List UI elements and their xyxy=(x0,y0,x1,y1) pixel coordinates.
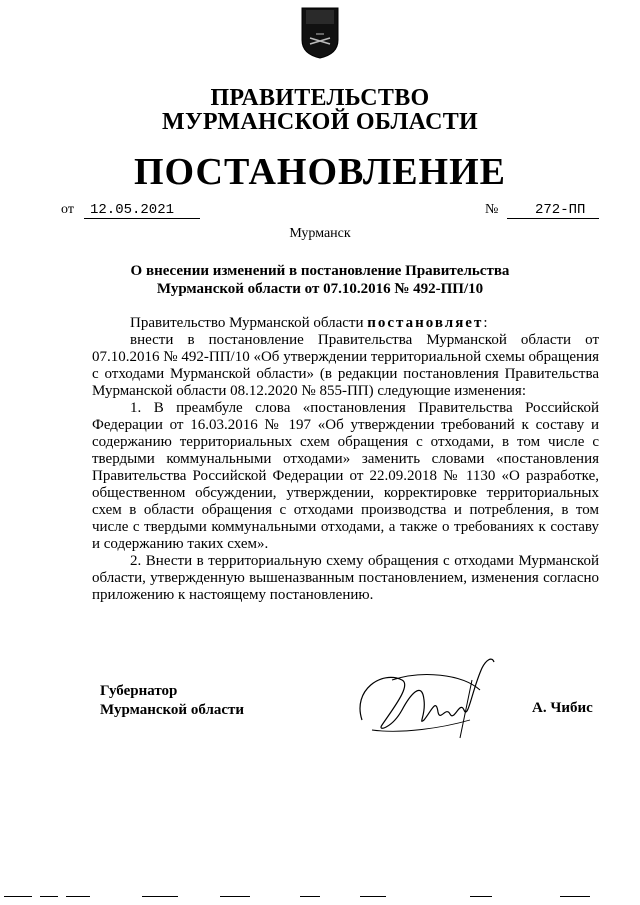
intro-suffix: : xyxy=(483,315,488,331)
city-name: Мурманск xyxy=(289,226,351,241)
footer-dash xyxy=(40,896,58,897)
organization-name-line1: ПРАВИТЕЛЬСТВО xyxy=(210,85,430,111)
coat-of-arms-icon xyxy=(298,4,342,60)
document-subject xyxy=(100,262,540,298)
footer-dash xyxy=(4,896,32,897)
number-value: 272-ПП xyxy=(507,202,599,219)
body-paragraph-2: 1. В преамбуле слова «постановления Правительства Российской Федерации от 16.03.2016 № 197 «Об утверждении требований к составу и содержанию территориальных схем обращения с отходами, в том числе с твердыми коммунальными отходами» заменить словами «постановления Правительства Российской Федерации от 22.09.2018 № 1130 «О разработке, общественном обсуждении, утверждении, корректировке территориальных схем в области обращения с отходами производства и потребления, в том числе с твердыми коммунальными отходами, а также о требованиях к составу и содержанию таких схем». xyxy=(92,400,599,552)
document-type-title: ПОСТАНОВЛЕНИЕ xyxy=(133,151,507,193)
intro-prefix: Правительство Мурманской области xyxy=(130,315,368,331)
subject-line2: Мурманской области от 07.10.2016 № 492-ПП/10 xyxy=(156,281,484,297)
signatory-title-line2: Мурманской области xyxy=(100,702,245,718)
handwritten-signature-icon xyxy=(352,650,502,740)
footer-dash xyxy=(560,896,590,897)
intro-verb: постановляет xyxy=(367,315,484,331)
footer-dash xyxy=(220,896,250,897)
body-paragraph-3: 2. Внести в территориальную схему обращения с отходами Мурманской области, утвержденную вышеназванным постановлением, изменения согласно приложению к настоящему постановлению. xyxy=(92,553,599,603)
footer-dash xyxy=(142,896,178,897)
document-body xyxy=(92,315,599,604)
footer-dash xyxy=(360,896,386,897)
signatory-title-line1: Губернатор xyxy=(100,683,178,699)
footer-dash xyxy=(470,896,492,897)
signatory-name: А. Чибис xyxy=(532,700,593,716)
date-value: 12.05.2021 xyxy=(84,202,200,219)
number-label: № xyxy=(485,202,499,217)
signatory-title xyxy=(100,682,244,720)
body-intro xyxy=(92,315,599,332)
organization-name-line2: МУРМАНСКОЙ ОБЛАСТИ xyxy=(162,109,478,135)
date-label: от xyxy=(61,202,74,217)
subject-line1: О внесении изменений в постановление Правительства xyxy=(130,263,510,279)
footer-dash xyxy=(300,896,320,897)
body-paragraph-1: внести в постановление Правительства Мурманской области от 07.10.2016 № 492-ПП/10 «Об утверждении территориальной схемы обращения с отходами Мурманской области» (в редакции постановления Правительства Мурманской области 08.12.2020 № 855-ПП) следующие изменения: xyxy=(92,332,599,399)
footer-dash xyxy=(66,896,90,897)
